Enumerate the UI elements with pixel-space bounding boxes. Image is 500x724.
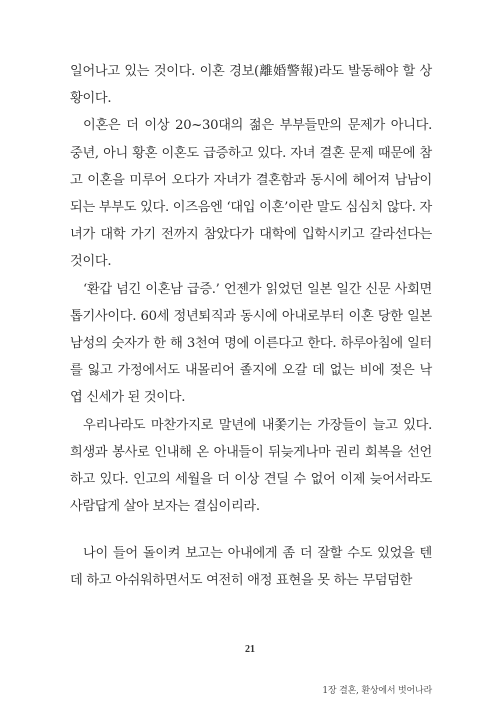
page-number: 21 <box>245 644 255 655</box>
paragraph-korea-trend: 우리나라도 마찬가지로 말년에 내쫓기는 가장들이 늘고 있다. 희생과 봉사로 인내해 온 아내들이 뒤늦게나마 권리 회복을 선언하고 있다. 인고의 세월을 더 이상 견딜 수 없어 이제 늦어서라도 사람답게 살아 보자는 결심이리라. <box>70 417 432 515</box>
chapter-title-footer: 1장 결혼, 환상에서 벗어나라 <box>322 686 432 696</box>
paragraph-reflection: 나이 들어 돌이켜 보고는 아내에게 좀 더 잘할 수도 있었을 텐데 하고 아쉬워하면서도 여전히 애정 표현을 못 하는 무덤덤한 <box>70 546 432 589</box>
paragraph-japan-news: ‘환갑 넘긴 이혼남 급증.’ 언젠가 읽었던 일본 일간 신문 사회면 톱기사이다. 60세 정년퇴직과 동시에 아내로부터 이혼 당한 일본 남성의 숫자가 한 해 3천여 명에 이른다고 한다. 하루아침에 일터를 잃고 가정에서도 내몰리어 졸지에 오갈 데 없는 비에 젖은 낙엽 신세가 된 것이다. <box>70 281 432 406</box>
body-text <box>70 58 432 520</box>
paragraph-continued: 일어나고 있는 것이다. 이혼 경보(離婚警報)라도 발동해야 할 상황이다. <box>70 64 432 107</box>
body-text-second-section <box>70 540 432 594</box>
paragraph-divorce-age: 이혼은 더 이상 20~30대의 젊은 부부들만의 문제가 아니다. 중년, 아니 황혼 이혼도 급증하고 있다. 자녀 결혼 문제 때문에 참고 이혼을 미루어 오다가 자녀가 결혼함과 동시에 헤어져 남남이 되는 부부도 있다. 이즈음엔 ‘대입 이혼’이란 말도 심심치 않다. 자녀가 대학 가기 전까지 참았다가 대학에 입학시키고 갈라선다는 것이다. <box>70 118 432 270</box>
